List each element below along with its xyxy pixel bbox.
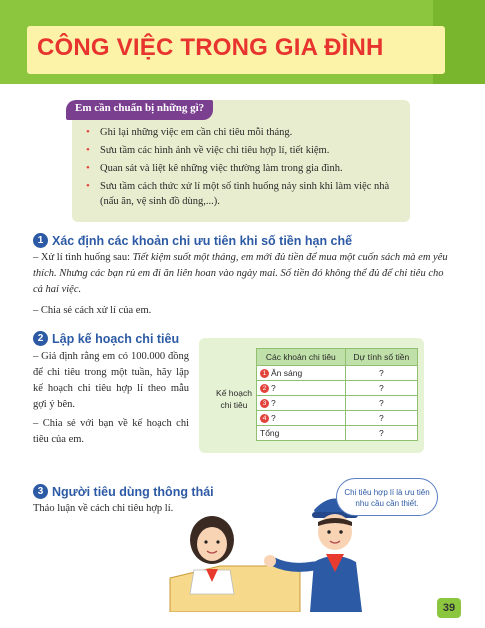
preparation-list xyxy=(86,125,404,212)
list-item: • Sưu tầm các hình ảnh về việc chi tiêu hợp lí, tiết kiệm. xyxy=(86,143,404,158)
row-number-icon: 2 xyxy=(260,384,269,393)
table-row xyxy=(257,381,418,396)
table-cell: Ăn sáng xyxy=(271,367,303,378)
table-cell: ? xyxy=(345,426,417,441)
table-row xyxy=(257,396,418,411)
table-cell: ? xyxy=(345,366,417,381)
row-number-icon: 3 xyxy=(260,399,269,408)
list-item: • Ghi lại những việc em cần chi tiêu mỗi tháng. xyxy=(86,125,404,140)
header-banner xyxy=(0,0,485,84)
table-cell: ? xyxy=(271,382,276,393)
table-cell: ? xyxy=(345,396,417,411)
page-title: CÔNG VIỆC TRONG GIA ĐÌNH xyxy=(37,34,384,61)
section-3-title: Người tiêu dùng thông thái xyxy=(52,484,214,499)
section-2-title: Lập kế hoạch chi tiêu xyxy=(52,331,180,346)
row-number-icon: 4 xyxy=(260,414,269,423)
section-1-title: Xác định các khoản chi ưu tiên khi số tiền hạn chế xyxy=(52,233,353,248)
share-plan-paragraph: – Chia sẻ với bạn về kế hoạch chi tiêu của em. xyxy=(33,418,189,445)
section-number-icon: 3 xyxy=(33,484,48,499)
situation-text: Tiết kiệm suốt một tháng, em mới đủ tiền để mua một cuốn sách mà em yêu thích. Nhưng các bạn rủ em đi ăn liên hoan vào ngày mai. Số tiền đó không thể đủ để chi tiêu cho cả hai việc. xyxy=(33,252,448,295)
table-cell: ? xyxy=(271,397,276,408)
section-number-icon: 1 xyxy=(33,233,48,248)
table-header: Dự tính số tiền xyxy=(345,349,417,366)
table-cell: ? xyxy=(345,381,417,396)
plan-side-label: Kế hoạch chi tiêu xyxy=(216,388,252,410)
preparation-tag: Em cần chuẩn bị những gì? xyxy=(66,100,213,120)
share-instruction: – Chia sẻ cách xử lí của em. xyxy=(33,305,152,316)
speech-bubble: Chi tiêu hợp lí là ưu tiên nhu cầu cần thiết. xyxy=(336,478,438,516)
table-header: Các khoản chi tiêu xyxy=(257,349,346,366)
table-row xyxy=(257,426,418,441)
table-row xyxy=(257,366,418,381)
preparation-box xyxy=(72,100,410,222)
discussion-paragraph: Thảo luận về cách chi tiêu hợp lí. xyxy=(33,503,174,514)
table-cell: Tổng xyxy=(257,426,346,441)
page-number: 39 xyxy=(437,598,461,618)
table-cell: ? xyxy=(271,412,276,423)
section-2-heading xyxy=(33,331,179,346)
situation-paragraph xyxy=(33,250,453,298)
list-item: • Quan sát và liệt kê những việc thường làm trong gia đình. xyxy=(86,161,404,176)
spending-plan-table xyxy=(256,348,418,441)
budget-paragraph: – Giả định rằng em có 100.000 đồng để chi tiêu trong một tuần, hãy lập kế hoạch chi tiêu hợp lí theo mẫu gợi ý bên. xyxy=(33,351,189,410)
table-cell: ? xyxy=(345,411,417,426)
section-number-icon: 2 xyxy=(33,331,48,346)
title-box xyxy=(27,26,445,74)
section-1-heading xyxy=(33,233,352,248)
table-row xyxy=(257,411,418,426)
row-number-icon: 1 xyxy=(260,369,269,378)
situation-intro: – Xử lí tình huống sau: xyxy=(33,252,133,263)
list-item: • Sưu tầm cách thức xử lí một số tình huống nảy sinh khi làm việc nhà (nấu ăn, vệ sinh đồ dùng,...). xyxy=(86,179,404,209)
